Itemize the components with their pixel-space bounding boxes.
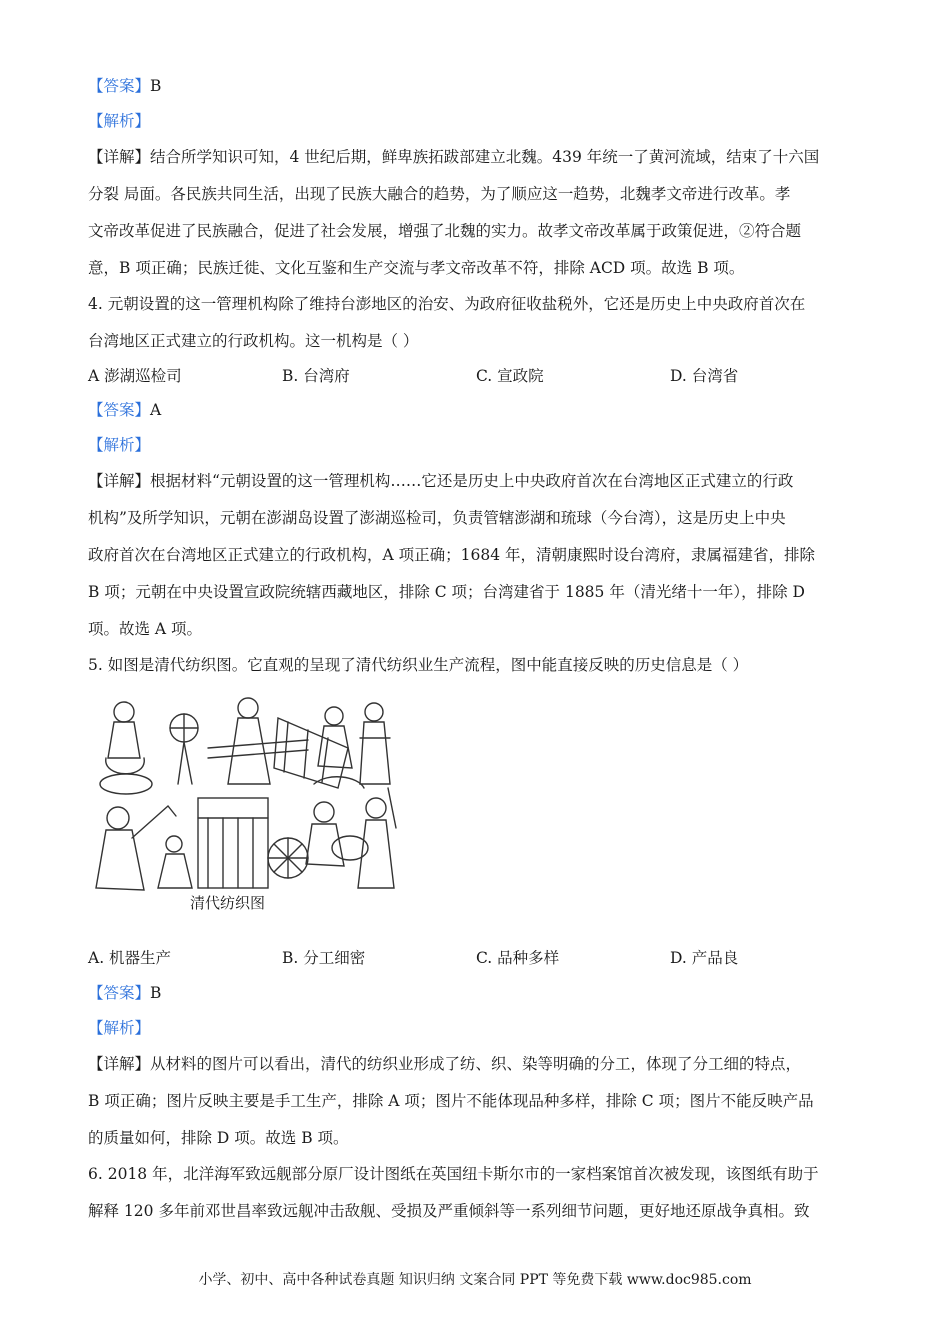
page-footer: 小学、初中、高中各种试卷真题 知识归纳 文案合同 PPT 等免费下载 www.doc985.com (198, 1272, 752, 1288)
detail-line: 【详解】根据材料“元朝设置的这一管理机构……它还是历史上中央政府首次在台湾地区正式建立的行政 (88, 472, 794, 490)
detail-line: 文帝改革促进了民族融合，促进了社会发展，增强了北魏的实力。故孝文帝改革属于政策促进，②符合题 (88, 222, 802, 240)
textile-illustration (88, 688, 398, 916)
detail-line: 【详解】从材料的图片可以看出，清代的纺织业形成了纺、织、染等明确的分工，体现了分工细的特点， (88, 1055, 802, 1073)
answer-value: A (150, 401, 162, 419)
answer-value: B (150, 984, 162, 1002)
detail-line: 【详解】结合所学知识可知，4 世纪后期，鲜卑族拓跋部建立北魏。439 年统一了黄河流域，结束了十六国 (88, 148, 820, 166)
question-stem: 解释 120 多年前邓世昌率致远舰冲击敌舰、受损及严重倾斜等一系列细节问题，更好地还原战争真相。致 (88, 1202, 810, 1220)
option-d: D. 台湾省 (670, 367, 739, 385)
answer-tag: 【答案】 (88, 77, 151, 95)
answer-tag: 【答案】 (88, 401, 151, 419)
question-stem: 4. 元朝设置的这一管理机构除了维持台澎地区的治安、为政府征收盐税外，它还是历史上中央政府首次在 (88, 295, 806, 313)
detail-line: 政府首次在台湾地区正式建立的行政机构，A 项正确；1684 年，清朝康熙时设台湾府，隶属福建省，排除 (88, 546, 815, 564)
option-d: D. 产品良 (670, 949, 739, 967)
answer-line (88, 76, 864, 96)
question-stem: 5. 如图是清代纺织图。它直观的呈现了清代纺织业生产流程，图中能直接反映的历史信息是（ ） (88, 656, 749, 674)
option-c: C. 宣政院 (476, 367, 544, 385)
detail-line: 机构”及所学知识，元朝在澎湖岛设置了澎湖巡检司，负责管辖澎湖和琉球（今台湾），这是历史上中央 (88, 509, 786, 527)
detail-line: 的质量如何，排除 D 项。故选 B 项。 (88, 1129, 349, 1147)
answer-value: B (150, 77, 162, 95)
option-a: A 澎湖巡检司 (88, 367, 182, 385)
analysis-tag: 【解析】 (88, 112, 151, 130)
analysis-tag: 【解析】 (88, 436, 151, 454)
detail-line: 项。故选 A 项。 (88, 620, 203, 638)
detail-line: 分裂 局面。各民族共同生活，出现了民族大融合的趋势，为了顺应这一趋势，北魏孝文帝进行改革。孝 (88, 185, 791, 203)
option-c: C. 品种多样 (476, 949, 560, 967)
figure-caption: 清代纺织图 (190, 894, 266, 912)
option-b: B. 分工细密 (282, 949, 366, 967)
detail-line: B 项正确；图片反映主要是手工生产，排除 A 项；图片不能体现品种多样，排除 C 项；图片不能反映产品 (88, 1092, 814, 1110)
analysis-tag: 【解析】 (88, 1019, 151, 1037)
detail-line: B 项；元朝在中央设置宣政院统辖西藏地区，排除 C 项；台湾建省于 1885 年（清光绪十一年），排除 D (88, 583, 805, 601)
textile-drawing-icon (88, 688, 398, 916)
question-stem: 6. 2018 年，北洋海军致远舰部分原厂设计图纸在英国纽卡斯尔市的一家档案馆首次被发现，该图纸有助于 (88, 1165, 819, 1183)
answer-line (88, 983, 864, 1003)
question-stem: 台湾地区正式建立的行政机构。这一机构是（ ） (88, 332, 419, 350)
option-b: B. 台湾府 (282, 367, 350, 385)
detail-line: 意，B 项正确；民族迁徙、文化互鉴和生产交流与孝文帝改革不符，排除 ACD 项。故选 B 项。 (88, 259, 745, 277)
answer-line (88, 400, 864, 420)
option-a: A. 机器生产 (88, 949, 172, 967)
answer-tag: 【答案】 (88, 984, 151, 1002)
